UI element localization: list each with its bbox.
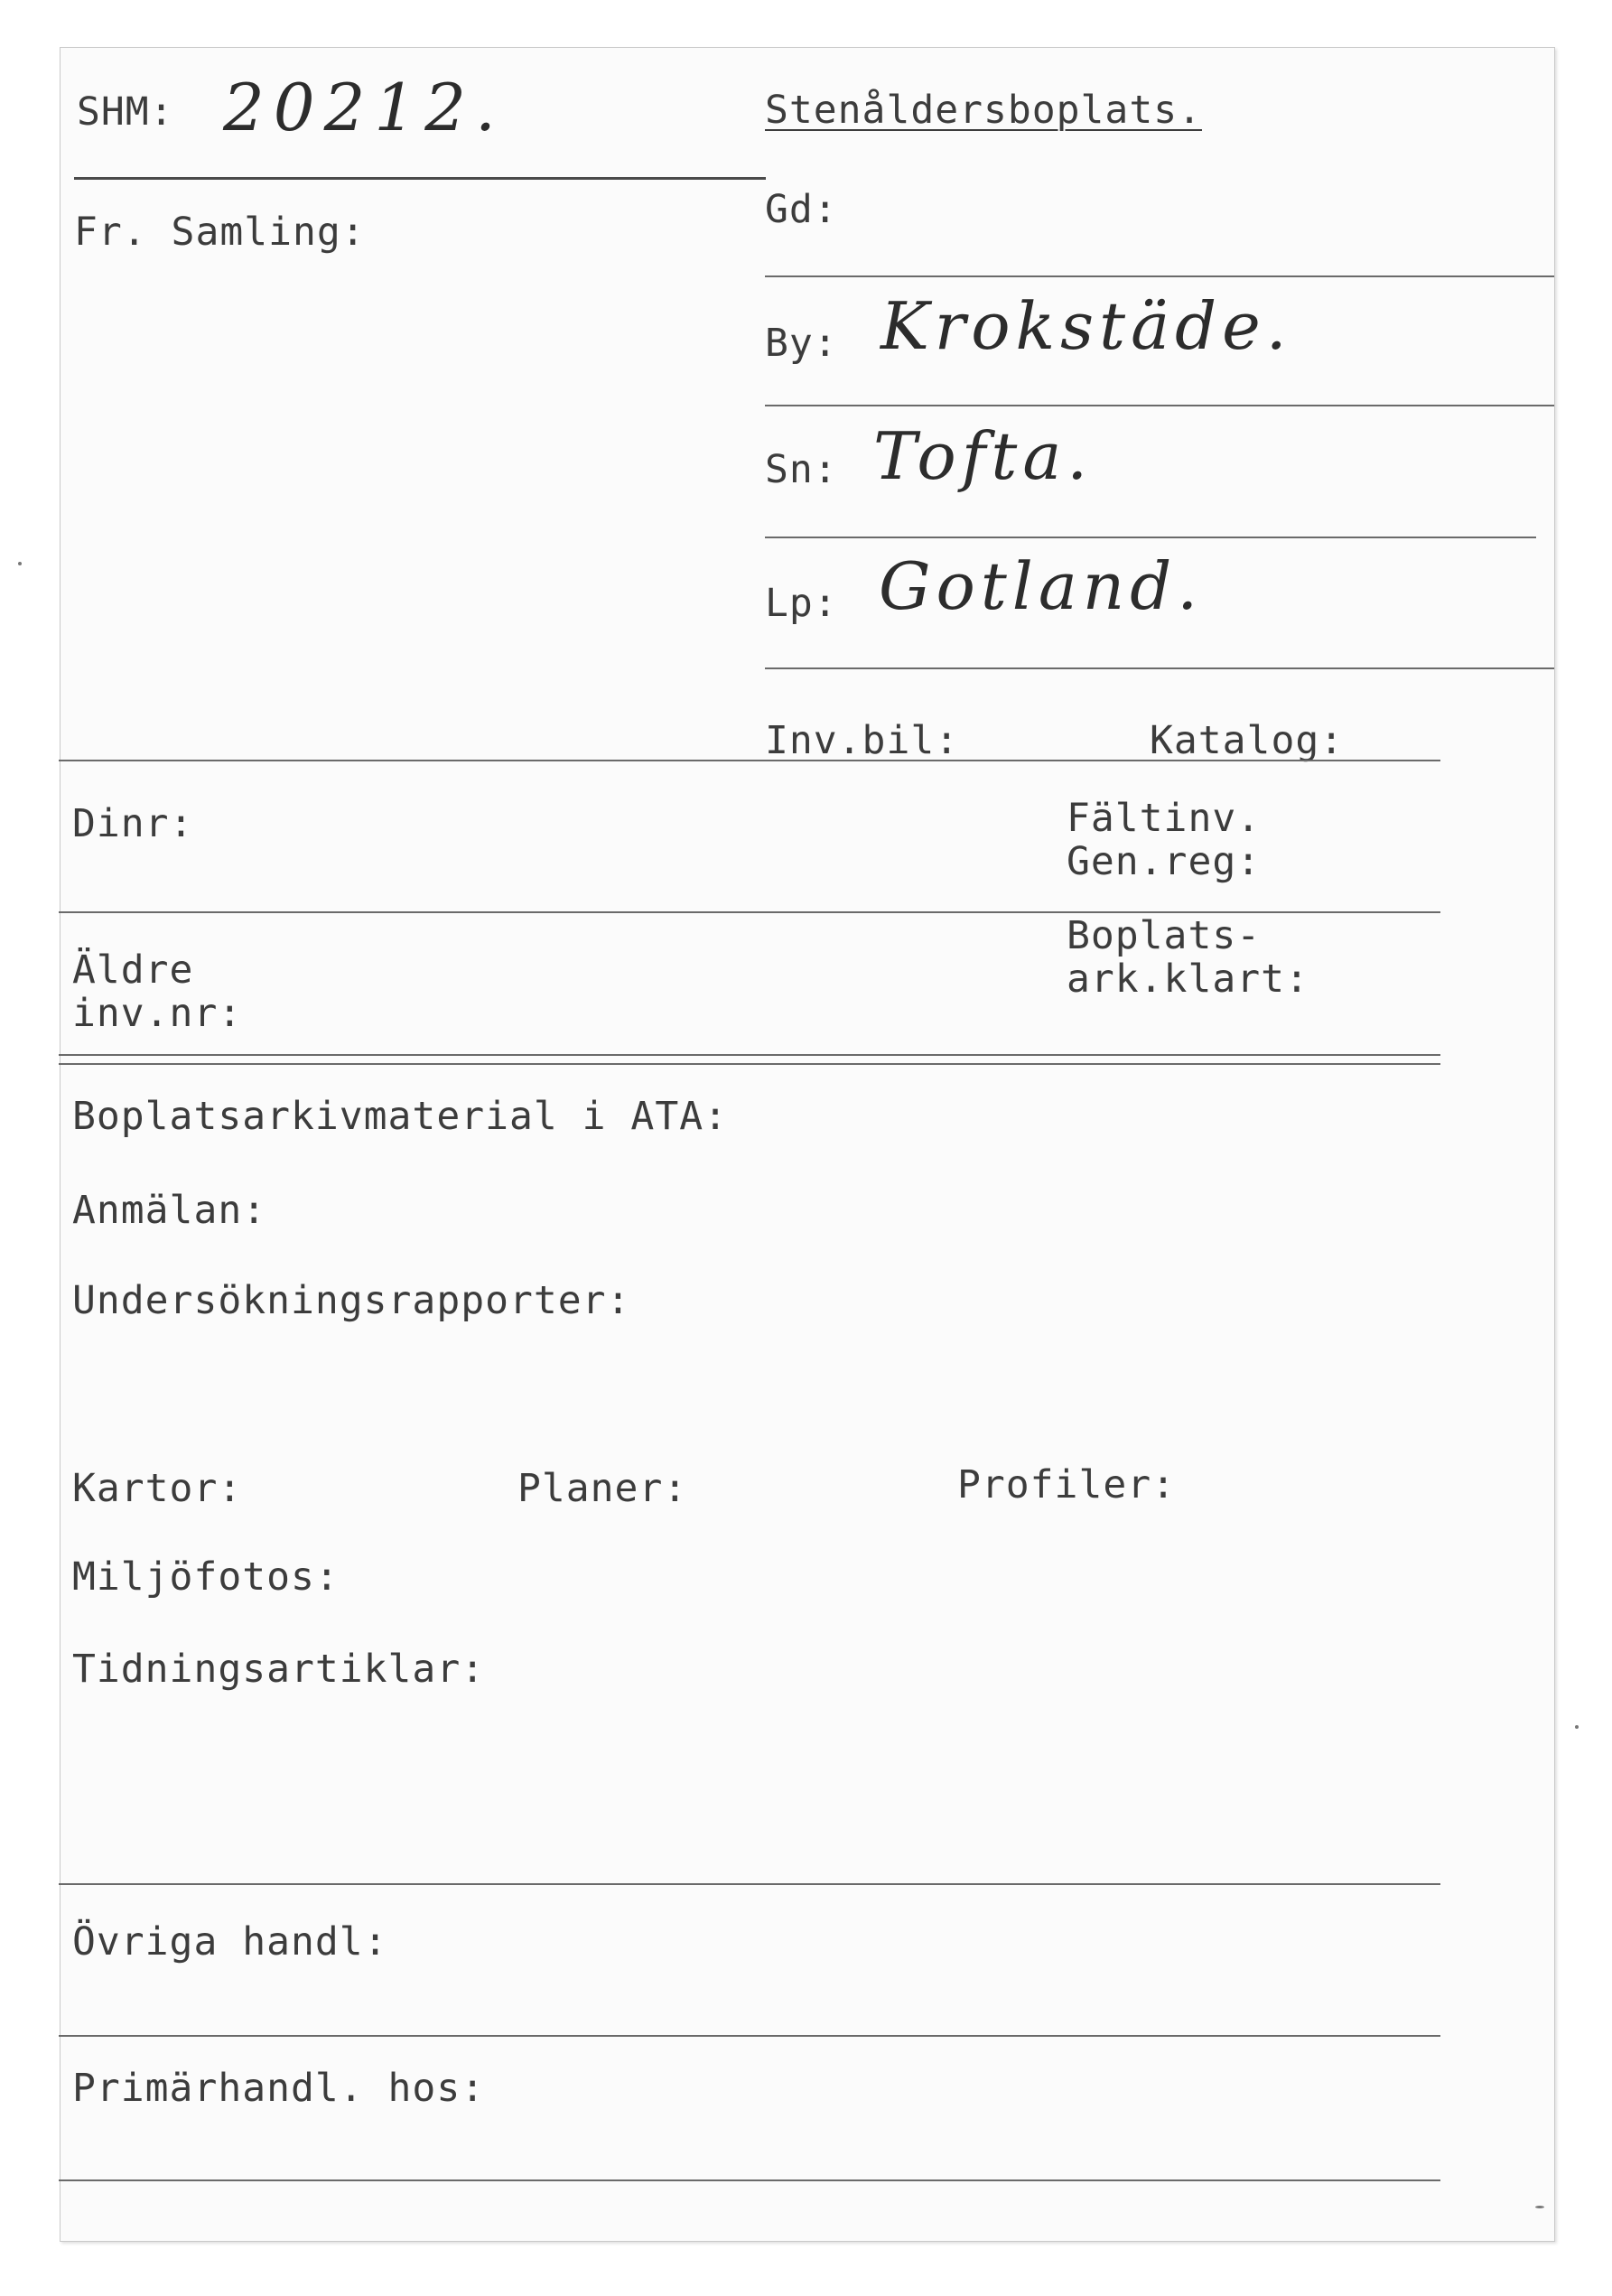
inventory-rule-top — [59, 760, 1440, 761]
archive-rule-2 — [59, 1063, 1440, 1065]
boplats-label: Boplats- — [1067, 913, 1262, 958]
sn-value: Tofta. — [873, 418, 1094, 494]
ovriga-label: Övriga handl: — [72, 1919, 388, 1965]
miljofotos-label: Miljöfotos: — [72, 1554, 340, 1600]
lp-value: Gotland. — [879, 548, 1204, 624]
lp-rule — [765, 667, 1554, 669]
undersokning-label: Undersökningsrapporter: — [72, 1278, 631, 1323]
invnr-label: inv.nr: — [72, 991, 243, 1036]
header-rule — [74, 177, 766, 180]
shm-label: SHM: — [77, 89, 174, 135]
faltinv-label: Fältinv. — [1067, 796, 1262, 841]
by-value: Krokstäde. — [881, 288, 1292, 364]
lp-label: Lp: — [765, 581, 838, 626]
scan-speck — [1575, 1725, 1579, 1729]
footer-rule-2 — [59, 2035, 1440, 2037]
gd-rule — [765, 275, 1554, 277]
shm-number: 20212. — [223, 70, 505, 145]
footer-rule-3 — [59, 2179, 1440, 2181]
genreg-label: Gen.reg: — [1067, 839, 1262, 884]
profiler-label: Profiler: — [957, 1462, 1176, 1507]
site-type-title: Stenåldersboplats. — [765, 88, 1202, 133]
kartor-label: Kartor: — [72, 1466, 243, 1511]
sn-rule — [765, 537, 1536, 538]
aldre-label: Äldre — [72, 947, 194, 993]
archive-heading: Boplatsarkivmaterial i ATA: — [72, 1094, 728, 1139]
catalog-card — [60, 47, 1555, 2242]
archive-rule-1 — [59, 1054, 1440, 1056]
scan-speck — [1535, 2206, 1544, 2208]
footer-rule-1 — [59, 1883, 1440, 1885]
arkklart-label: ark.klart: — [1067, 957, 1309, 1002]
katalog-label: Katalog: — [1150, 718, 1345, 763]
tidningsartiklar-label: Tidningsartiklar: — [72, 1647, 486, 1692]
anmalan-label: Anmälan: — [72, 1188, 267, 1233]
inv-bil-label: Inv.bil: — [765, 718, 960, 763]
sn-label: Sn: — [765, 447, 838, 492]
by-rule — [765, 405, 1554, 406]
primar-label: Primärhandl. hos: — [72, 2066, 486, 2111]
dinr-label: Dinr: — [72, 801, 194, 846]
gd-label: Gd: — [765, 187, 838, 232]
fr-samling-label: Fr. Samling: — [74, 210, 366, 255]
planer-label: Planer: — [517, 1466, 688, 1511]
scan-speck — [18, 562, 22, 565]
by-label: By: — [765, 321, 838, 366]
